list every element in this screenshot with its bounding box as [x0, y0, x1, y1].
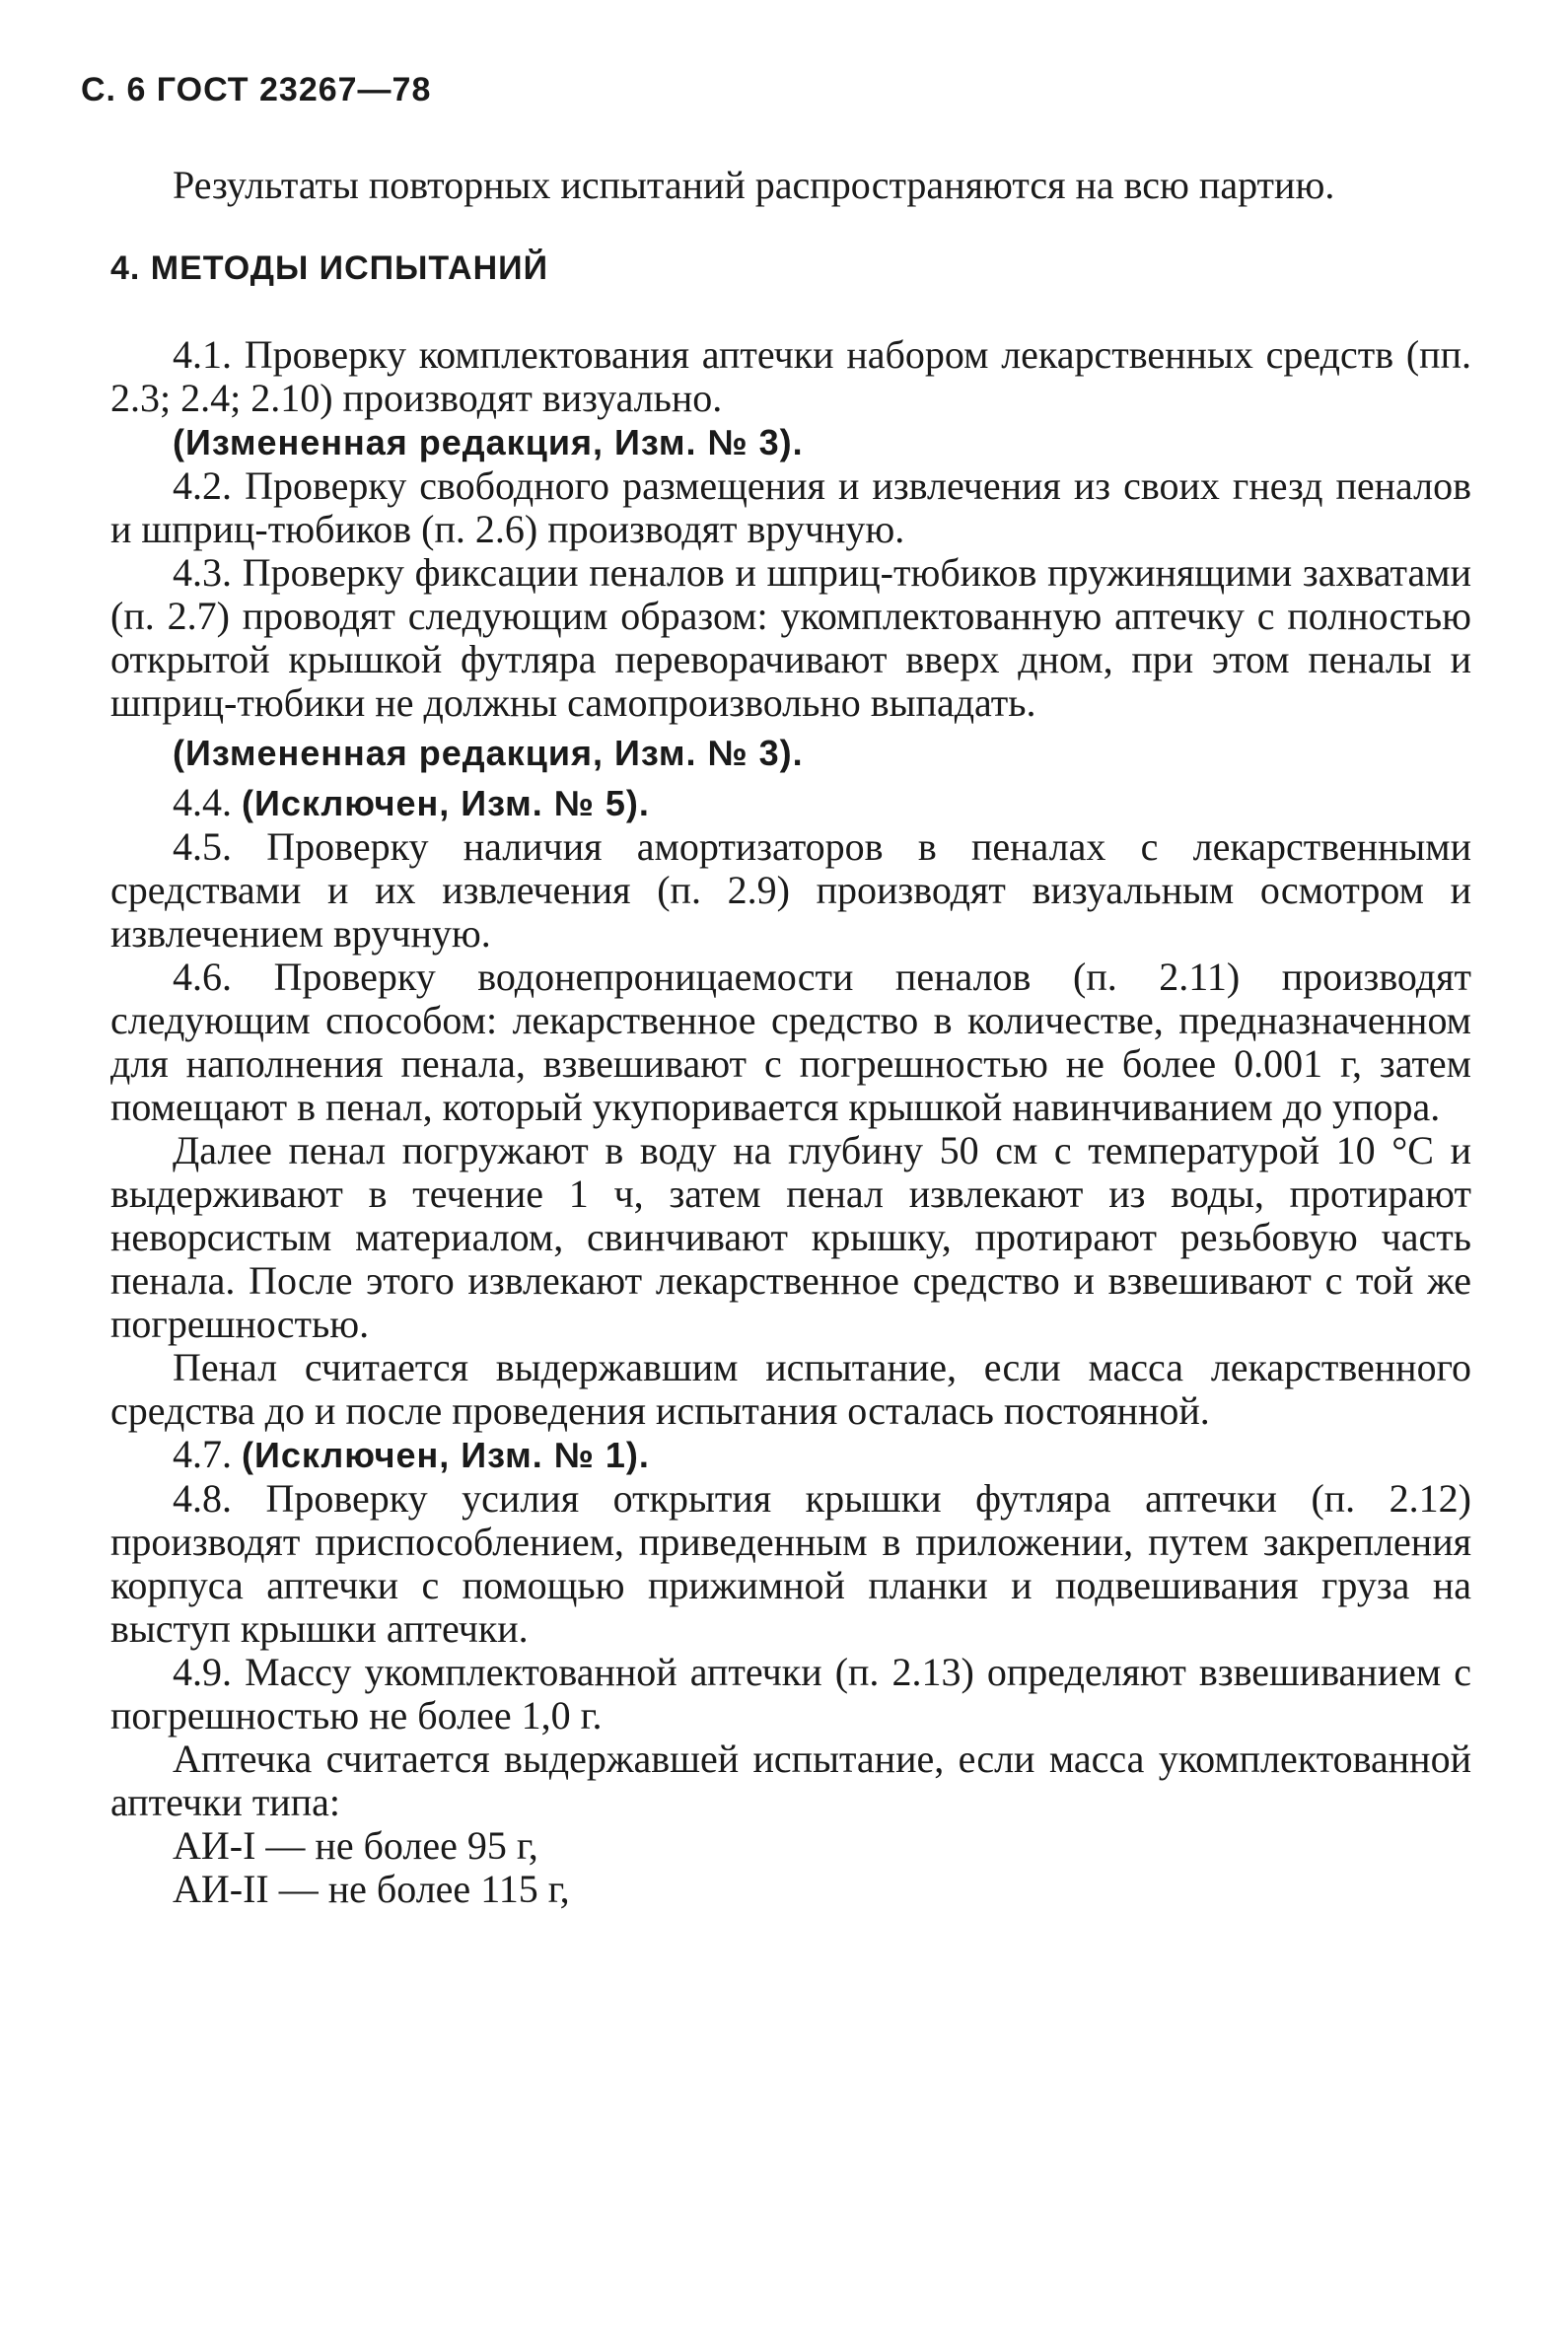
paragraph-4-5	[110, 825, 1471, 956]
paragraph-text: Проверку усилия открытия крышки футляра аптечки (п. 2.12) производят приспособлением, приведенным в приложении, путем закрепления корпуса аптечки с помощью прижимной планки и подвешивания груза на выступ крышки аптечки.	[110, 1476, 1472, 1651]
paragraph-text: Массу укомплектованной аптечки (п. 2.13) определяют взвешиванием с погрешностью не более 1,0 г.	[110, 1650, 1472, 1737]
paragraph-4-6	[110, 956, 1471, 1129]
paragraph-4-6-conclusion: Пенал считается выдержавшим испытание, если масса лекарственного средства до и после проведения испытания осталась постоянной.	[110, 1345, 1471, 1433]
intro-paragraph: Результаты повторных испытаний распространяются на всю партию.	[173, 163, 1335, 207]
amendment-note-text: (Измененная редакция, Изм. № 3).	[173, 422, 804, 462]
paragraph-number: 4.2.	[173, 463, 232, 508]
amendment-note	[110, 420, 1471, 464]
paragraph-number: 4.6.	[173, 955, 232, 999]
paragraph-text: Проверку комплектования аптечки набором лекарственных средств (пп. 2.3; 2.4; 2.10) производят визуально.	[110, 332, 1471, 420]
paragraph-4-6-continued: Далее пенал погружают в воду на глубину 50 см с температурой 10 °С и выдерживают в течение 1 ч, затем пенал извлекают из воды, протирают неворсистым материалом, свинчивают крышку, протирают резьбовую часть пенала. После этого извлекают лекарственное средство и взвешивают с той же погрешностью.	[110, 1128, 1471, 1346]
paragraph-4-7	[110, 1433, 1471, 1477]
document-body	[110, 164, 1471, 1911]
paragraph-number: 4.5.	[173, 824, 232, 869]
excluded-note: (Исключен, Изм. № 5).	[242, 783, 650, 823]
paragraph-number: 4.9.	[173, 1650, 232, 1694]
paragraph-text: Проверку фиксации пеналов и шприц-тюбиков пружинящими захватами (п. 2.7) проводят следующим образом: укомплектованную аптечку с полностью открытой крышкой футляра переворачивают вверх дном, при этом пеналы и шприц-тюбики не должны самопроизвольно выпадать.	[110, 550, 1472, 725]
excluded-note: (Исключен, Изм. № 1).	[242, 1435, 650, 1475]
paragraph-text: Проверку водонепроницаемости пеналов (п. 2.11) производят следующим способом: лекарственное средство в количестве, предназначенном для наполнения пенала, взвешивают с погрешностью не более 0.001 г, затем помещают в пенал, который укупоривается крышкой навинчиванием до упора.	[110, 955, 1472, 1129]
paragraph-4-4	[110, 781, 1471, 825]
amendment-note	[110, 731, 1471, 775]
paragraph-4-3	[110, 551, 1471, 725]
paragraph-text: Проверку наличия амортизаторов в пеналах с лекарственными средствами и их извлечения (п. 2.9) производят визуальным осмотром и извлечением вручную.	[110, 824, 1472, 956]
paragraph-4-9-condition: Аптечка считается выдержавшей испытание, если масса укомплектованной аптечки типа:	[110, 1737, 1471, 1824]
paragraph-number: 4.8.	[173, 1476, 232, 1521]
paragraph-4-8	[110, 1477, 1471, 1651]
paragraph-4-2	[110, 464, 1471, 551]
paragraph-number: 4.1.	[173, 332, 232, 377]
section-title: 4. МЕТОДЫ ИСПЫТАНИЙ	[110, 249, 548, 287]
type-limit-line: АИ-II — не более 115 г,	[173, 1867, 570, 1911]
type-limit-line: АИ-I — не более 95 г,	[173, 1823, 538, 1868]
paragraph-number: 4.4.	[173, 780, 232, 824]
paragraph-text: Проверку свободного размещения и извлечения из своих гнезд пеналов и шприц-тюбиков (п. 2.6) производят вручную.	[110, 463, 1471, 551]
amendment-note-text: (Измененная редакция, Изм. № 3).	[173, 733, 804, 773]
paragraph-number: 4.7.	[173, 1432, 232, 1476]
page-header: С. 6 ГОСТ 23267—78	[81, 71, 432, 108]
paragraph-4-9	[110, 1651, 1471, 1737]
paragraph-number: 4.3.	[173, 550, 232, 595]
paragraph-4-1	[110, 333, 1471, 420]
